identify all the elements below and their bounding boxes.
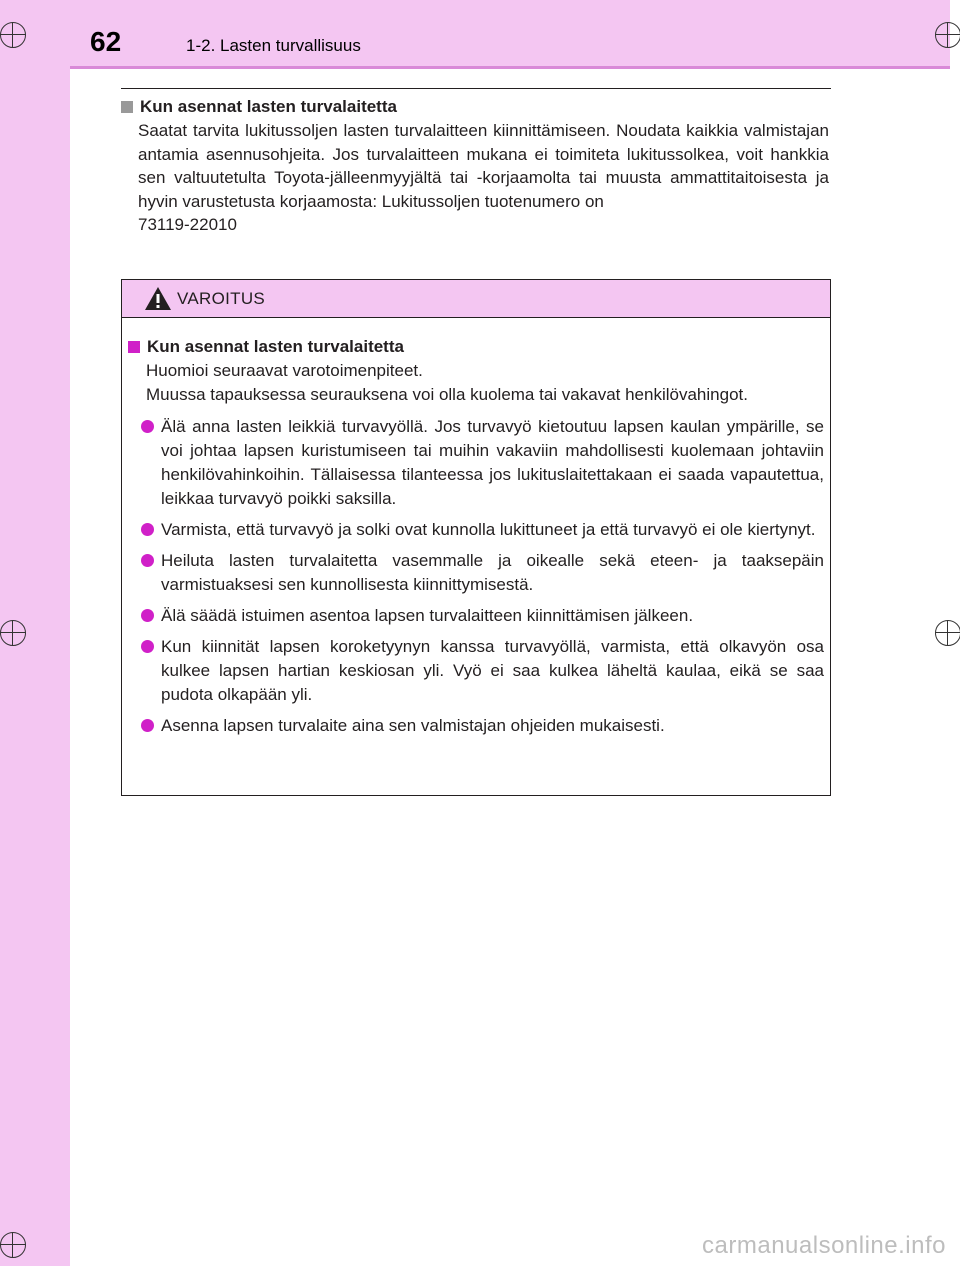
- bullet-dot-icon: [141, 640, 154, 653]
- warning-line-2: Muussa tapauksessa seurauksena voi olla kuolema tai vakavat henkilövahingot.: [146, 385, 748, 404]
- bullet-dot-icon: [141, 420, 154, 433]
- warning-bullet: [128, 518, 824, 542]
- warning-box: [121, 279, 831, 796]
- warning-bullet: [128, 604, 824, 628]
- warning-bullet: [128, 549, 824, 597]
- warning-bullet: [128, 415, 824, 511]
- warning-line-1: Huomioi seuraavat varotoimenpiteet.: [146, 361, 423, 380]
- warning-triangle-icon: [144, 286, 172, 311]
- header-band: [70, 0, 950, 66]
- warning-content: [128, 335, 824, 738]
- bullet-dot-icon: [141, 719, 154, 732]
- header-rule: [70, 66, 950, 69]
- bullet-dot-icon: [141, 554, 154, 567]
- bullet-text: Älä anna lasten leikkiä turvavyöllä. Jos turvavyö kietoutuu lapsen kaulan ympärille, se voi johtaa lapsen kuristumiseen tai muihin vakaviin mahdollisesti kuolemaan johtaviin henkilövahinkoihin. Tällaisessa tilanteessa jos lukituslaitettakaan ei saada vapautettua, leikkaa turvavyö poikki saksilla.: [161, 417, 824, 508]
- intro-heading: [121, 95, 831, 119]
- crop-mark-mid-right: [935, 620, 960, 646]
- square-bullet-icon: [121, 101, 133, 113]
- intro-body: Saatat tarvita lukitussoljen lasten turvalaitteen kiinnittämiseen. Noudata kaikkia valmistajan antamia asennusohjeita. Jos turvalaitteen mukana ei toimiteta lukitussolkea, voit hankkia sen valtuutetulta Toyota-jälleenmyyjältä tai -korjaamolta tai muusta ammattitaitoisesta ja hyvin varustetusta korjaamosta: Lukitussoljen tuotenumero on: [138, 121, 829, 211]
- warning-heading: [128, 335, 824, 359]
- bullet-text: Heiluta lasten turvalaitetta vasemmalle ja oikealle sekä eteen- ja taaksepäin varmistuaksesi sen kunnollisesta kiinnittymisestä.: [161, 551, 824, 594]
- warning-header: [122, 280, 830, 318]
- bullet-text: Kun kiinnität lapsen koroketyynyn kanssa turvavyöllä, varmista, että olkavyön osa kulkee lapsen hartian keskiosan yli. Vyö ei saa kulkea läheltä kaulaa, eikä se saa pudota olkapään yli.: [161, 637, 824, 704]
- crop-mark-top-left: [0, 22, 26, 48]
- section-title: 1-2. Lasten turvallisuus: [186, 36, 361, 55]
- crop-mark-top-right: [935, 22, 960, 48]
- bullet-text: Asenna lapsen turvalaite aina sen valmistajan ohjeiden mukaisesti.: [161, 716, 665, 735]
- square-bullet-icon: [128, 341, 140, 353]
- intro-heading-text: Kun asennat lasten turvalaitetta: [140, 97, 397, 116]
- crop-mark-mid-left: [0, 620, 26, 646]
- warning-bullet: [128, 714, 824, 738]
- watermark: carmanualsonline.info: [702, 1232, 946, 1259]
- warning-heading-text: Kun asennat lasten turvalaitetta: [147, 337, 404, 356]
- bullet-dot-icon: [141, 609, 154, 622]
- bullet-dot-icon: [141, 523, 154, 536]
- bullet-text: Älä säädä istuimen asentoa lapsen turvalaitteen kiinnittämisen jälkeen.: [161, 606, 694, 625]
- warning-bullet: [128, 635, 824, 707]
- crop-mark-bottom-left: [0, 1232, 26, 1258]
- top-rule: [121, 88, 831, 89]
- page-number: 62: [90, 26, 122, 57]
- bullet-text: Varmista, että turvavyö ja solki ovat kunnolla lukittuneet ja että turvavyö ei ole kiertynyt.: [161, 520, 816, 539]
- warning-title: VAROITUS: [177, 289, 266, 308]
- part-number: 73119-22010: [138, 215, 237, 234]
- intro-section: [121, 95, 831, 237]
